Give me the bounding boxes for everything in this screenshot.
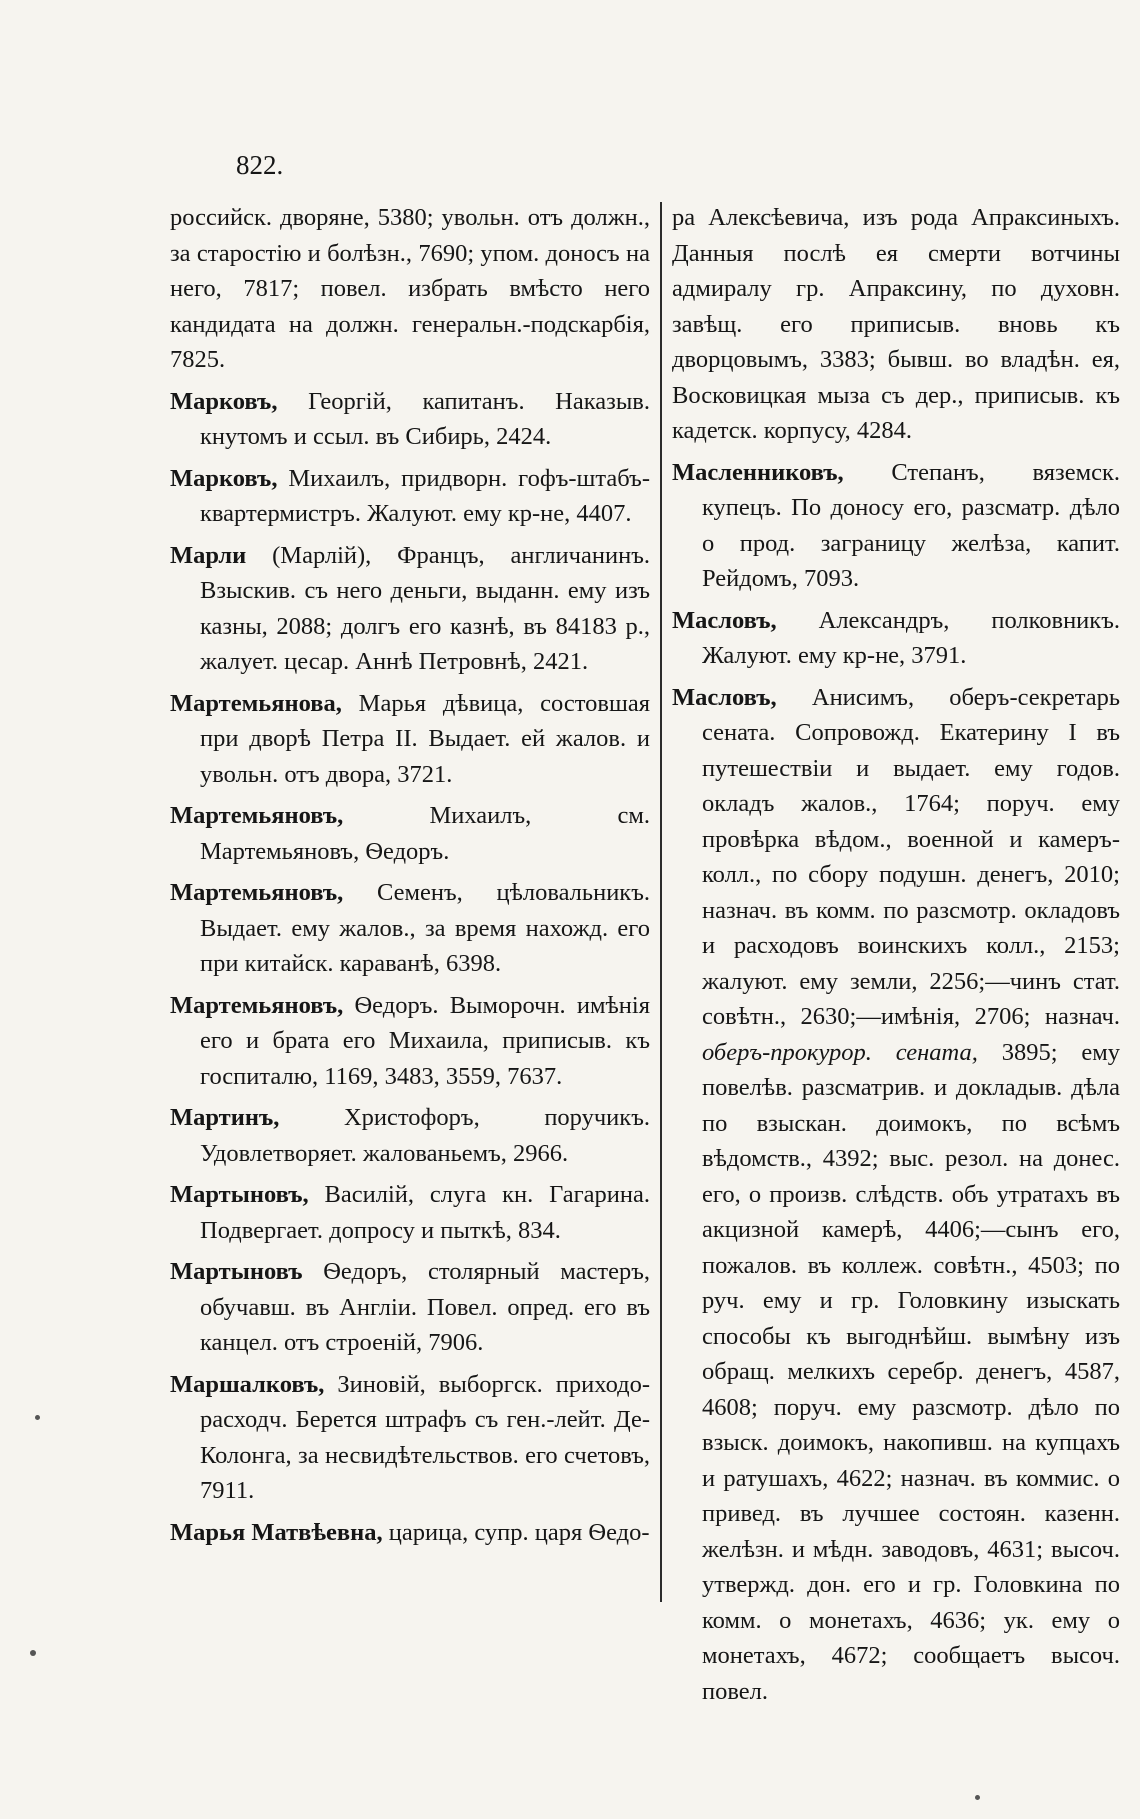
entry	[170, 461, 650, 532]
entry	[170, 798, 650, 869]
entry	[170, 1177, 650, 1248]
entry-headword: Марли	[170, 541, 247, 569]
entry-text: ра Алексѣевича, изъ рода Апраксиныхъ. Данныя послѣ ея смерти вотчины адмиралу гр. Апраксину, по духовн. завѣщ. его приписыв. вновь къ дворцовымъ, 3383; бывш. во владѣн. ея, Восковицкая мыза съ дер., приписыв. къ кадетск. корпусу, 4284.	[672, 204, 1120, 444]
entry-headword: Марья Матвѣевна,	[170, 1518, 383, 1546]
entry-text: Христофоръ, поручикъ. Удовлетворяет. жалованьемъ, 2966.	[200, 1104, 650, 1167]
entry	[170, 1367, 650, 1509]
entry-headword: Мартемьянова,	[170, 689, 342, 717]
entry-headword: Масленниковъ,	[672, 458, 844, 486]
entry-headword: Масловъ,	[672, 606, 777, 634]
entry-italic-text: оберъ-прокурор. сената,	[702, 1038, 978, 1066]
entry-text: Ѳедоръ, столярный мастеръ, обучавш. въ Англіи. Повел. опред. его въ канцел. отъ строеній, 7906.	[200, 1258, 650, 1356]
entry-headword: Марковъ,	[170, 387, 278, 415]
entry	[170, 538, 650, 680]
entry-text: Марья дѣвица, состовшая при дворѣ Петра II. Выдает. ей жалов. и увольн. отъ двора, 3721.	[200, 689, 650, 788]
entry-headword: Мартыновъ	[170, 1258, 303, 1285]
entry-text: Михаилъ, см. Мартемьяновъ, Ѳедоръ.	[200, 802, 650, 865]
entry-text: царица, супр. царя Ѳедо-	[382, 1518, 650, 1546]
entry-text: (Марлій), Францъ, англичанинъ. Взыскив. съ него деньги, выданн. ему изъ казны, 2088; долгъ его казнѣ, въ 84183 р., жалует. цесар. Аннѣ Петровнѣ, 2421.	[200, 541, 650, 675]
entry-text: Зиновій, выборгск. приходо-расходч. Берется штрафъ съ ген.-лейт. Де-Колонга, за несвидѣтельствов. его счетовъ, 7911.	[200, 1370, 650, 1504]
column-divider	[660, 202, 662, 1602]
page-number: 822.	[236, 150, 284, 180]
entry-headword: Мартемьяновъ,	[170, 991, 344, 1019]
entry-text: 3895; ему повелѣв. разсматрив. и докладыв. дѣла по взыскан. доимокъ, по всѣмъ вѣдомств., 4392; выс. резол. на донес. его, о произв. слѣдств. объ утратахъ въ акцизной камерѣ, 4406;—сынъ его, пожалов. въ коллеж. совѣтн., 4503; по руч. ему и гр. Головкину изыскать способы къ выгоднѣйш. вымѣну изъ обращ. мелкихъ серебр. денегъ, 4587, 4608; поруч. ему разсмотр. дѣло по взыск. доимокъ, накопивш. на купцахъ и ратушахъ, 4622; назнач. въ коммис. о привед. въ лучшее состоян. казенн. желѣзн. и мѣдн. заводовъ, 4631; высоч. утвержд. дон. его и гр. Головкина по комм. о монетахъ, 4636; ук. ему о монетахъ, 4672; сообщаетъ высоч. повел.	[702, 1038, 1120, 1705]
entry-text: Ѳедоръ. Выморочн. имѣнія его и брата его Михаила, приписыв. къ госпиталю, 1169, 3483, 3559, 7637.	[200, 991, 650, 1090]
entry-headword: Масловъ,	[672, 683, 777, 711]
entry-text: Василій, слуга кн. Гагарина. Подвергает. допросу и пыткѣ, 834.	[200, 1181, 650, 1244]
entry-text: Александръ, полковникъ. Жалуют. ему кр-не, 3791.	[702, 606, 1120, 669]
entry-headword: Мартемьяновъ,	[170, 879, 344, 906]
entry-continuation	[672, 200, 1120, 449]
entry-headword: Мартемьяновъ,	[170, 802, 344, 829]
page-blemish	[975, 1795, 980, 1800]
entry	[170, 384, 650, 455]
entry-text: Михаилъ, придворн. гофъ-штабъ-квартермистръ. Жалуют. ему кр-не, 4407.	[200, 464, 650, 527]
entry-text: Анисимъ, оберъ-секретарь сената. Сопровожд. Екатерину I въ путешествіи и выдает. ему годов. окладъ жалов., 1764; поруч. ему провѣрка вѣдом., военной и камеръ-колл., по сбору подушн. денегъ, 2010; назнач. въ комм. по разсмотр. окладовъ и расходовъ воинскихъ колл., 2153; жалуют. ему земли, 2256;—чинъ стат. совѣтн., 2630;—имѣнія, 2706; назнач.	[702, 683, 1120, 1030]
entry-headword: Мартыновъ,	[170, 1181, 309, 1208]
entry-continuation	[170, 200, 650, 378]
entry-headword: Маршалковъ,	[170, 1370, 325, 1398]
entry	[170, 686, 650, 793]
entry	[170, 1515, 650, 1551]
right-column	[672, 200, 1120, 1715]
entry	[170, 988, 650, 1095]
entry	[170, 875, 650, 982]
entry-text: российск. дворяне, 5380; увольн. отъ должн., за старостію и болѣзн., 7690; упом. доносъ на него, 7817; повел. избрать вмѣсто него кандидата на должн. генеральн.-подскарбія, 7825.	[170, 204, 650, 373]
entry-text: Георгій, капитанъ. Наказыв. кнутомъ и ссыл. въ Сибирь, 2424.	[200, 387, 650, 450]
page-blemish	[35, 1415, 40, 1420]
entry-text: Семенъ, цѣловальникъ. Выдает. ему жалов., за время нахожд. его при китайск. караванѣ, 6398.	[200, 879, 650, 977]
entry-headword: Марковъ,	[170, 464, 278, 492]
left-column	[170, 200, 650, 1556]
entry	[672, 455, 1120, 597]
entry	[672, 680, 1120, 1710]
entry	[672, 603, 1120, 674]
entry-text: Степанъ, вяземск. купецъ. По доносу его, разсматр. дѣло о прод. заграницу желѣза, капит. Рейдомъ, 7093.	[702, 458, 1120, 592]
entry-headword: Мартинъ,	[170, 1104, 280, 1131]
entry	[170, 1100, 650, 1171]
entry	[170, 1254, 650, 1361]
page-blemish	[30, 1650, 36, 1656]
